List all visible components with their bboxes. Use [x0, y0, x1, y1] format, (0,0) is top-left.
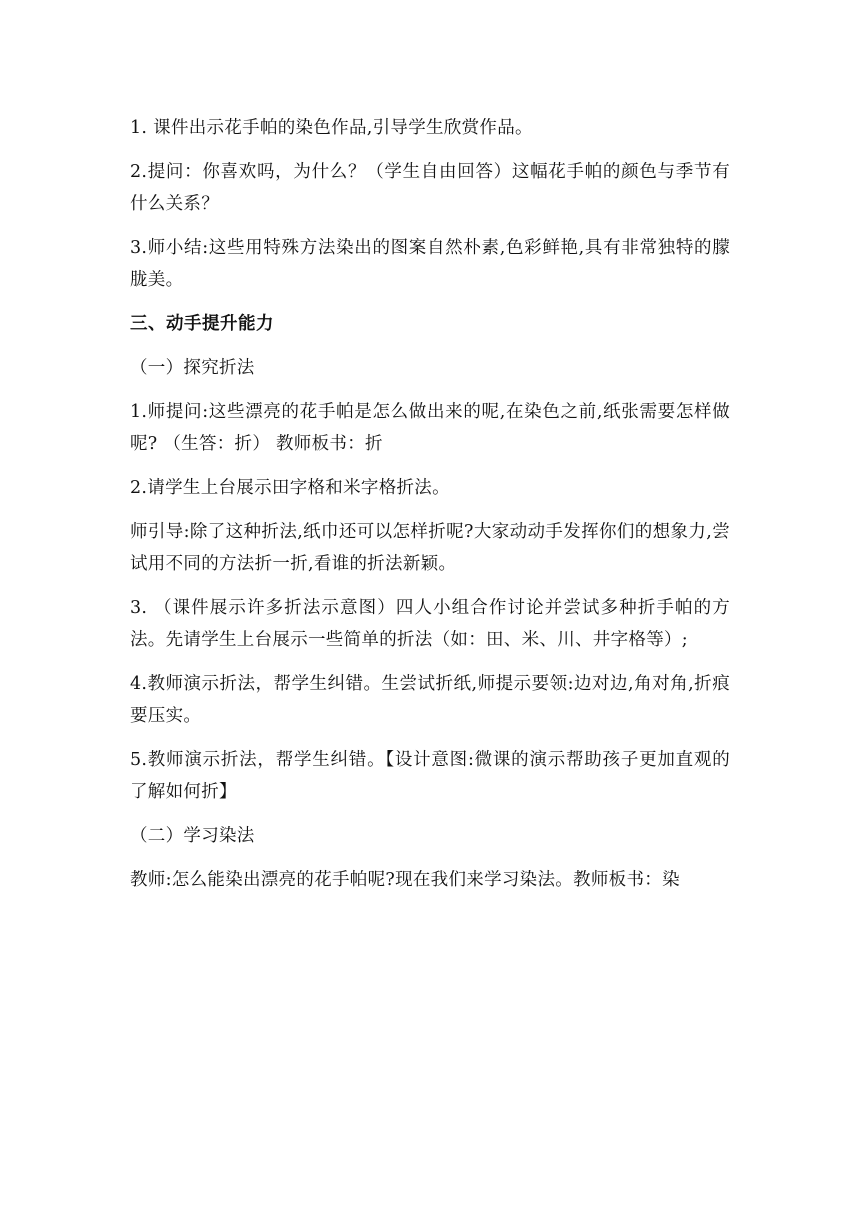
paragraph-3: 3.师小结:这些用特殊方法染出的图案自然朴素,色彩鲜艳,具有非常独特的朦胧美。: [130, 238, 730, 290]
paragraph-7: 3. （课件展示许多折法示意图）四人小组合作讨论并尝试多种折手帕的方法。先请学生上台展示一些简单的折法（如：田、米、川、井字格等）;: [130, 598, 730, 650]
paragraph-4: 1.师提问:这些漂亮的花手帕是怎么做出来的呢,在染色之前,纸张需要怎样做呢? （生答：折） 教师板书：折: [130, 402, 730, 454]
paragraph-10: 教师:怎么能染出漂亮的花手帕呢?现在我们来学习染法。教师板书：染: [130, 870, 680, 890]
paragraph-8: 4.教师演示折法，帮学生纠错。生尝试折纸,师提示要领:边对边,角对角,折痕要压实。: [130, 674, 730, 726]
paragraph-6: 师引导:除了这种折法,纸巾还可以怎样折呢?大家动动手发挥你们的想象力,尝试用不同的方法折一折,看谁的折法新颖。: [130, 522, 730, 574]
paragraph-5: 2.请学生上台展示田字格和米字格折法。: [130, 478, 450, 498]
document-body: [130, 112, 730, 908]
paragraph-9: 5.教师演示折法，帮学生纠错。【设计意图:微课的演示帮助孩子更加直观的了解如何折】: [130, 750, 730, 802]
subsection-heading-2: （二）学习染法: [130, 826, 255, 846]
section-heading-3: 三、动手提升能力: [130, 314, 274, 334]
subsection-heading-1: （一）探究折法: [130, 358, 255, 378]
paragraph-2: 2.提问：你喜欢吗，为什么？（学生自由回答）这幅花手帕的颜色与季节有什么关系？: [130, 162, 730, 214]
paragraph-1: 1. 课件出示花手帕的染色作品,引导学生欣赏作品。: [130, 118, 533, 138]
